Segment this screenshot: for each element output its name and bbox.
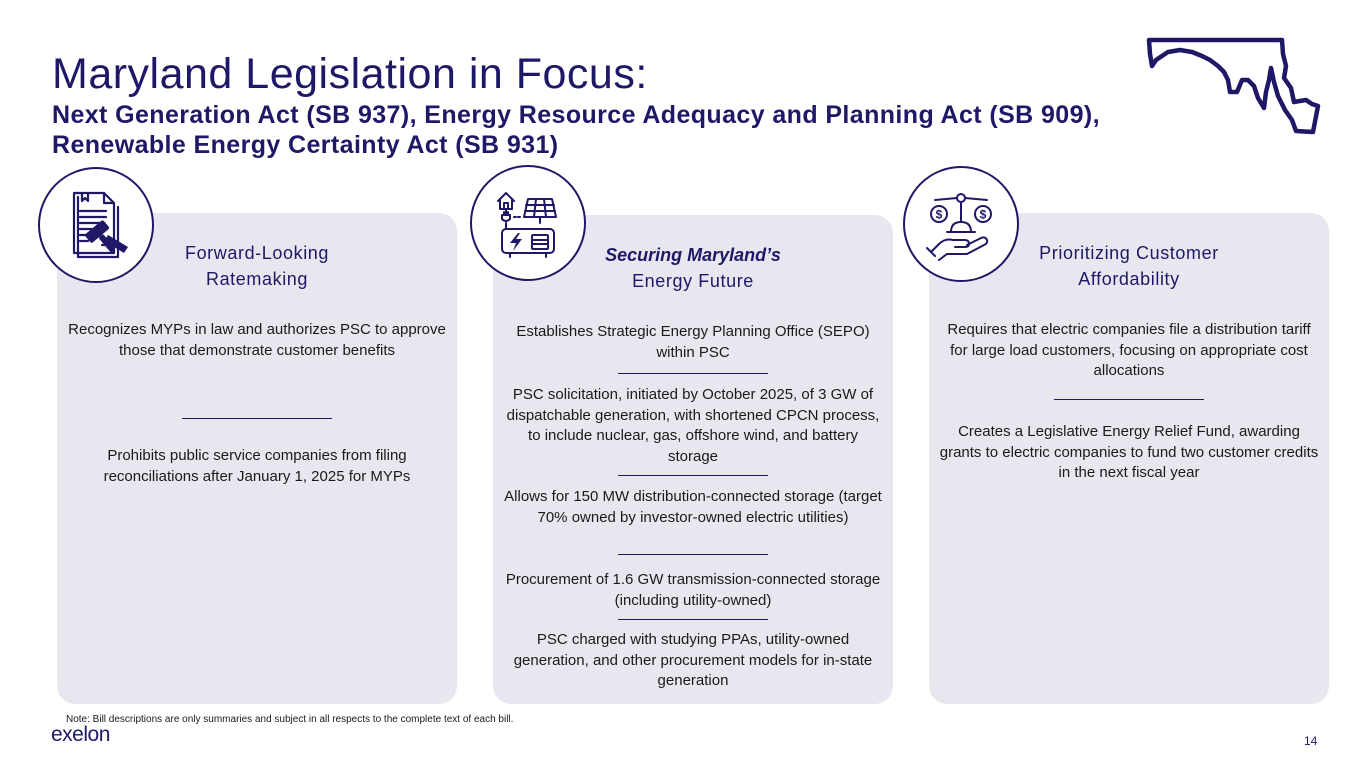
card-item: Establishes Strategic Energy Planning Office (SEPO) within PSC xyxy=(516,323,870,361)
svg-text:$: $ xyxy=(979,207,987,222)
page-title: Maryland Legislation in Focus: xyxy=(52,50,648,98)
scale-money-hand-icon xyxy=(921,184,1001,264)
card-item: Requires that electric companies file a distribution tariff for large load customers, focusing on appropriate cost allocations xyxy=(947,321,1311,379)
badge-energy-future xyxy=(470,165,586,281)
divider xyxy=(618,554,768,555)
badge-affordability xyxy=(903,166,1019,282)
divider xyxy=(618,373,768,374)
card-item: PSC solicitation, initiated by October 2025, of 3 GW of dispatchable generation, with shortened CPCN process, to include nuclear, gas, offshore wind, and battery storage xyxy=(506,386,880,465)
card-title: Forward-Looking Ratemaking xyxy=(184,243,330,289)
card-item: Prohibits public service companies from filing reconciliations after January 1, 2025 for MYPs xyxy=(103,447,411,485)
card-title-emphasis: Securing Maryland’s xyxy=(605,245,781,265)
divider xyxy=(618,619,768,620)
page-subtitle: Next Generation Act (SB 937), Energy Resource Adequacy and Planning Act (SB 909), Renewable Energy Certainty Act (SB 931) xyxy=(52,101,1100,159)
home-solar-battery-icon xyxy=(488,183,568,263)
card-securing-marylands-energy-future xyxy=(493,215,893,704)
card-title xyxy=(553,242,833,294)
card-title: Prioritizing Customer Affordability xyxy=(1039,243,1219,289)
footnote: Note: Bill descriptions are only summaries and subject in all respects to the complete text of each bill. xyxy=(66,714,514,725)
divider xyxy=(1054,399,1204,400)
divider xyxy=(618,475,768,476)
badge-ratemaking xyxy=(38,167,154,283)
svg-text:$: $ xyxy=(935,207,943,222)
card-title-rest: Energy Future xyxy=(632,271,754,291)
exelon-logo: exelon xyxy=(51,723,110,746)
card-item: Creates a Legislative Energy Relief Fund, awarding grants to electric companies to fund two customer credits in the next fiscal year xyxy=(939,423,1319,481)
card-item: Recognizes MYPs in law and authorizes PSC to approve those that demonstrate customer benefits xyxy=(68,321,446,359)
card-prioritizing-customer-affordability xyxy=(929,213,1329,704)
card-forward-looking-ratemaking xyxy=(57,213,457,704)
card-item: Allows for 150 MW distribution-connected storage (target 70% owned by investor-owned electric utilities) xyxy=(504,488,882,526)
card-item: PSC charged with studying PPAs, utility-owned generation, and other procurement models for in-state generation xyxy=(513,631,873,689)
maryland-map-icon xyxy=(1144,36,1324,136)
page-number: 14 xyxy=(1304,734,1318,748)
card-item: Procurement of 1.6 GW transmission-connected storage (including utility-owned) xyxy=(505,571,881,609)
divider xyxy=(182,418,332,419)
gavel-document-icon xyxy=(58,187,134,263)
